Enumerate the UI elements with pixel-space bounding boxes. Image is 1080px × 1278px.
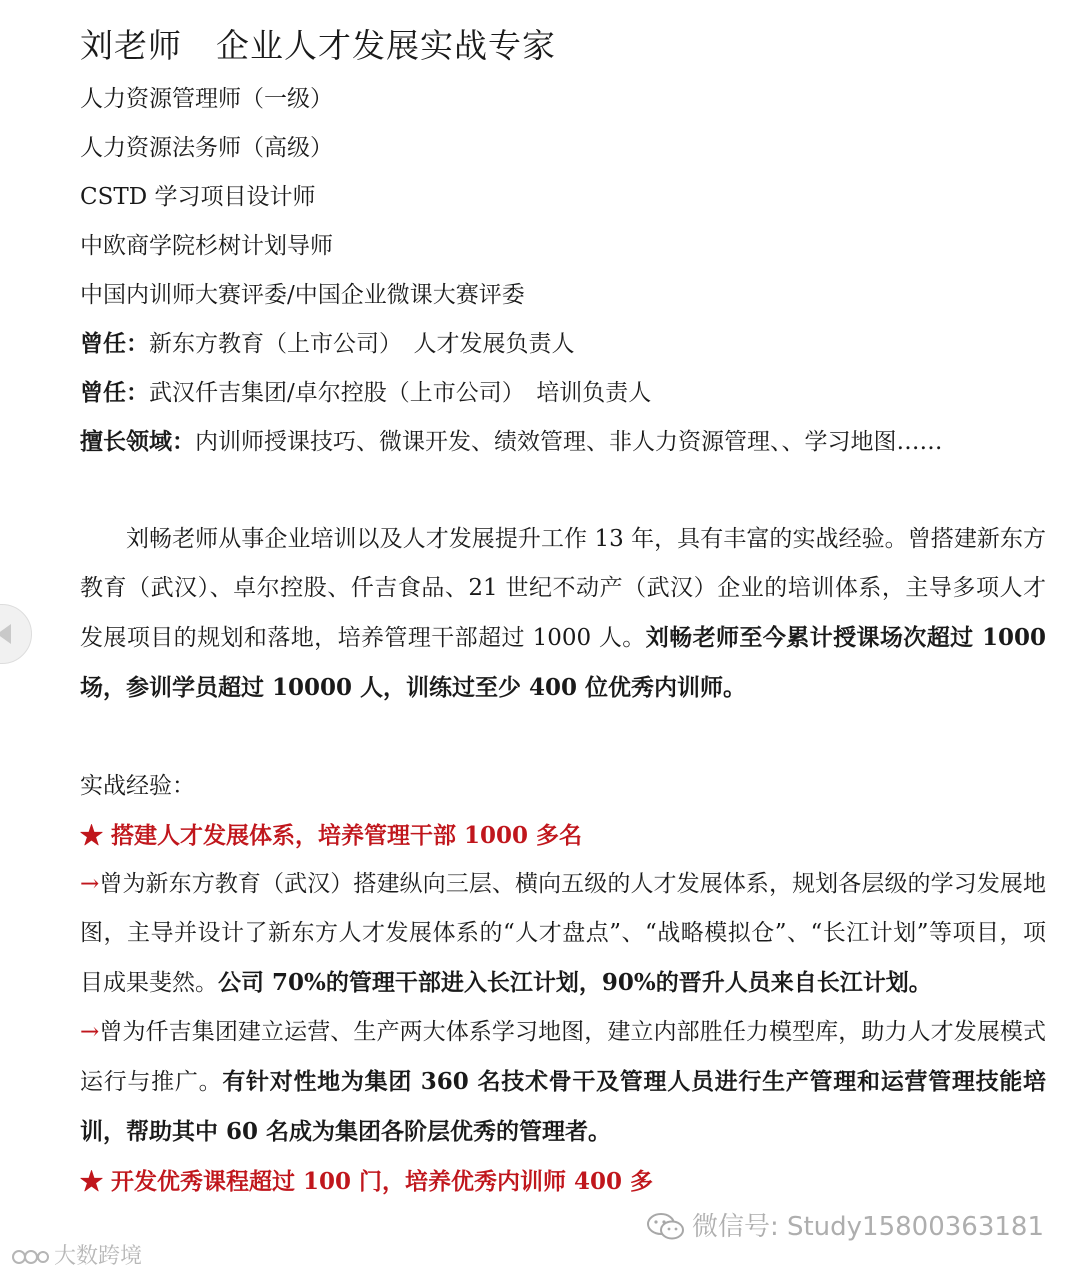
arrow-icon: → [80,871,100,897]
page-title [80,22,1046,70]
credential-line: 曾任：武汉仟吉集团/卓尔控股（上市公司） 培训负责人 [80,379,652,406]
document-body [80,22,1046,1206]
wechat-watermark [646,1209,1044,1245]
credential-line: 擅长领域：内训师授课技巧、微课开发、绩效管理、非人力资源管理、、学习地图…… [80,428,943,455]
arrow-icon: → [80,1019,100,1045]
wechat-id: 微信号: Study15800363181 [691,1212,1044,1242]
dashu-logo-icon [10,1245,50,1269]
credential-line: 人力资源管理师（一级） [80,86,333,112]
credential-line: 中国内训师大赛评委/中国企业微课大赛评委 [80,282,525,308]
credential-line: CSTD 学习项目设计师 [80,184,316,210]
intro-paragraph: 刘畅老师从事企业培训以及人才发展提升工作 13 年，具有丰富的实战经验。曾搭建新东方教育（武汉）、卓尔控股、仟吉食品、21 世纪不动产（武汉）企业的培训体系，主导多项人才发展项目的规划和落地，培养管理干部超过 1000 人。刘畅老师至今累计授课场次超过 1000 场，参训学员超过 10000 人，训练过至少 400 位优秀内训师。 [80,526,1046,701]
experience-heading: 实战经验： [80,773,195,799]
wechat-icon [646,1211,686,1243]
experience-item-1: →曾为新东方教育（武汉）搭建纵向三层、横向五级的人才发展体系，规划各层级的学习发展地图，主导并设计了新东方人才发展体系的“人才盘点”、“战略模拟仓”、“长江计划”等项目，项目成果斐然。公司 70%的管理干部进入长江计划，90%的晋升人员来自长江计划。 [80,871,1046,996]
teacher-role: 企业人才发展实战专家 [216,26,556,65]
credential-line: 曾任：新东方教育（上市公司） 人才发展负责人 [80,330,575,357]
credential-line: 人力资源法务师（高级） [80,135,333,161]
experience-highlight-2: ★ 开发优秀课程超过 100 门，培养优秀内训师 400 多 [80,1168,654,1195]
teacher-name: 刘老师 [80,26,182,65]
credential-line: 中欧商学院杉树计划导师 [80,233,333,259]
logo-watermark [10,1242,142,1272]
logo-text: 大数跨境 [54,1244,143,1269]
prev-page-button[interactable] [0,604,32,664]
experience-item-2: →曾为仟吉集团建立运营、生产两大体系学习地图，建立内部胜任力模型库，助力人才发展模式运行与推广。有针对性地为集团 360 名技术骨干及管理人员进行生产管理和运营管理技能培训，帮助其中 60 名成为集团各阶层优秀的管理者。 [80,1019,1047,1145]
credentials-list [80,74,1046,466]
chevron-left-icon [0,624,11,644]
experience-highlight-1: ★ 搭建人才发展体系，培养管理干部 1000 多名 [80,822,583,849]
